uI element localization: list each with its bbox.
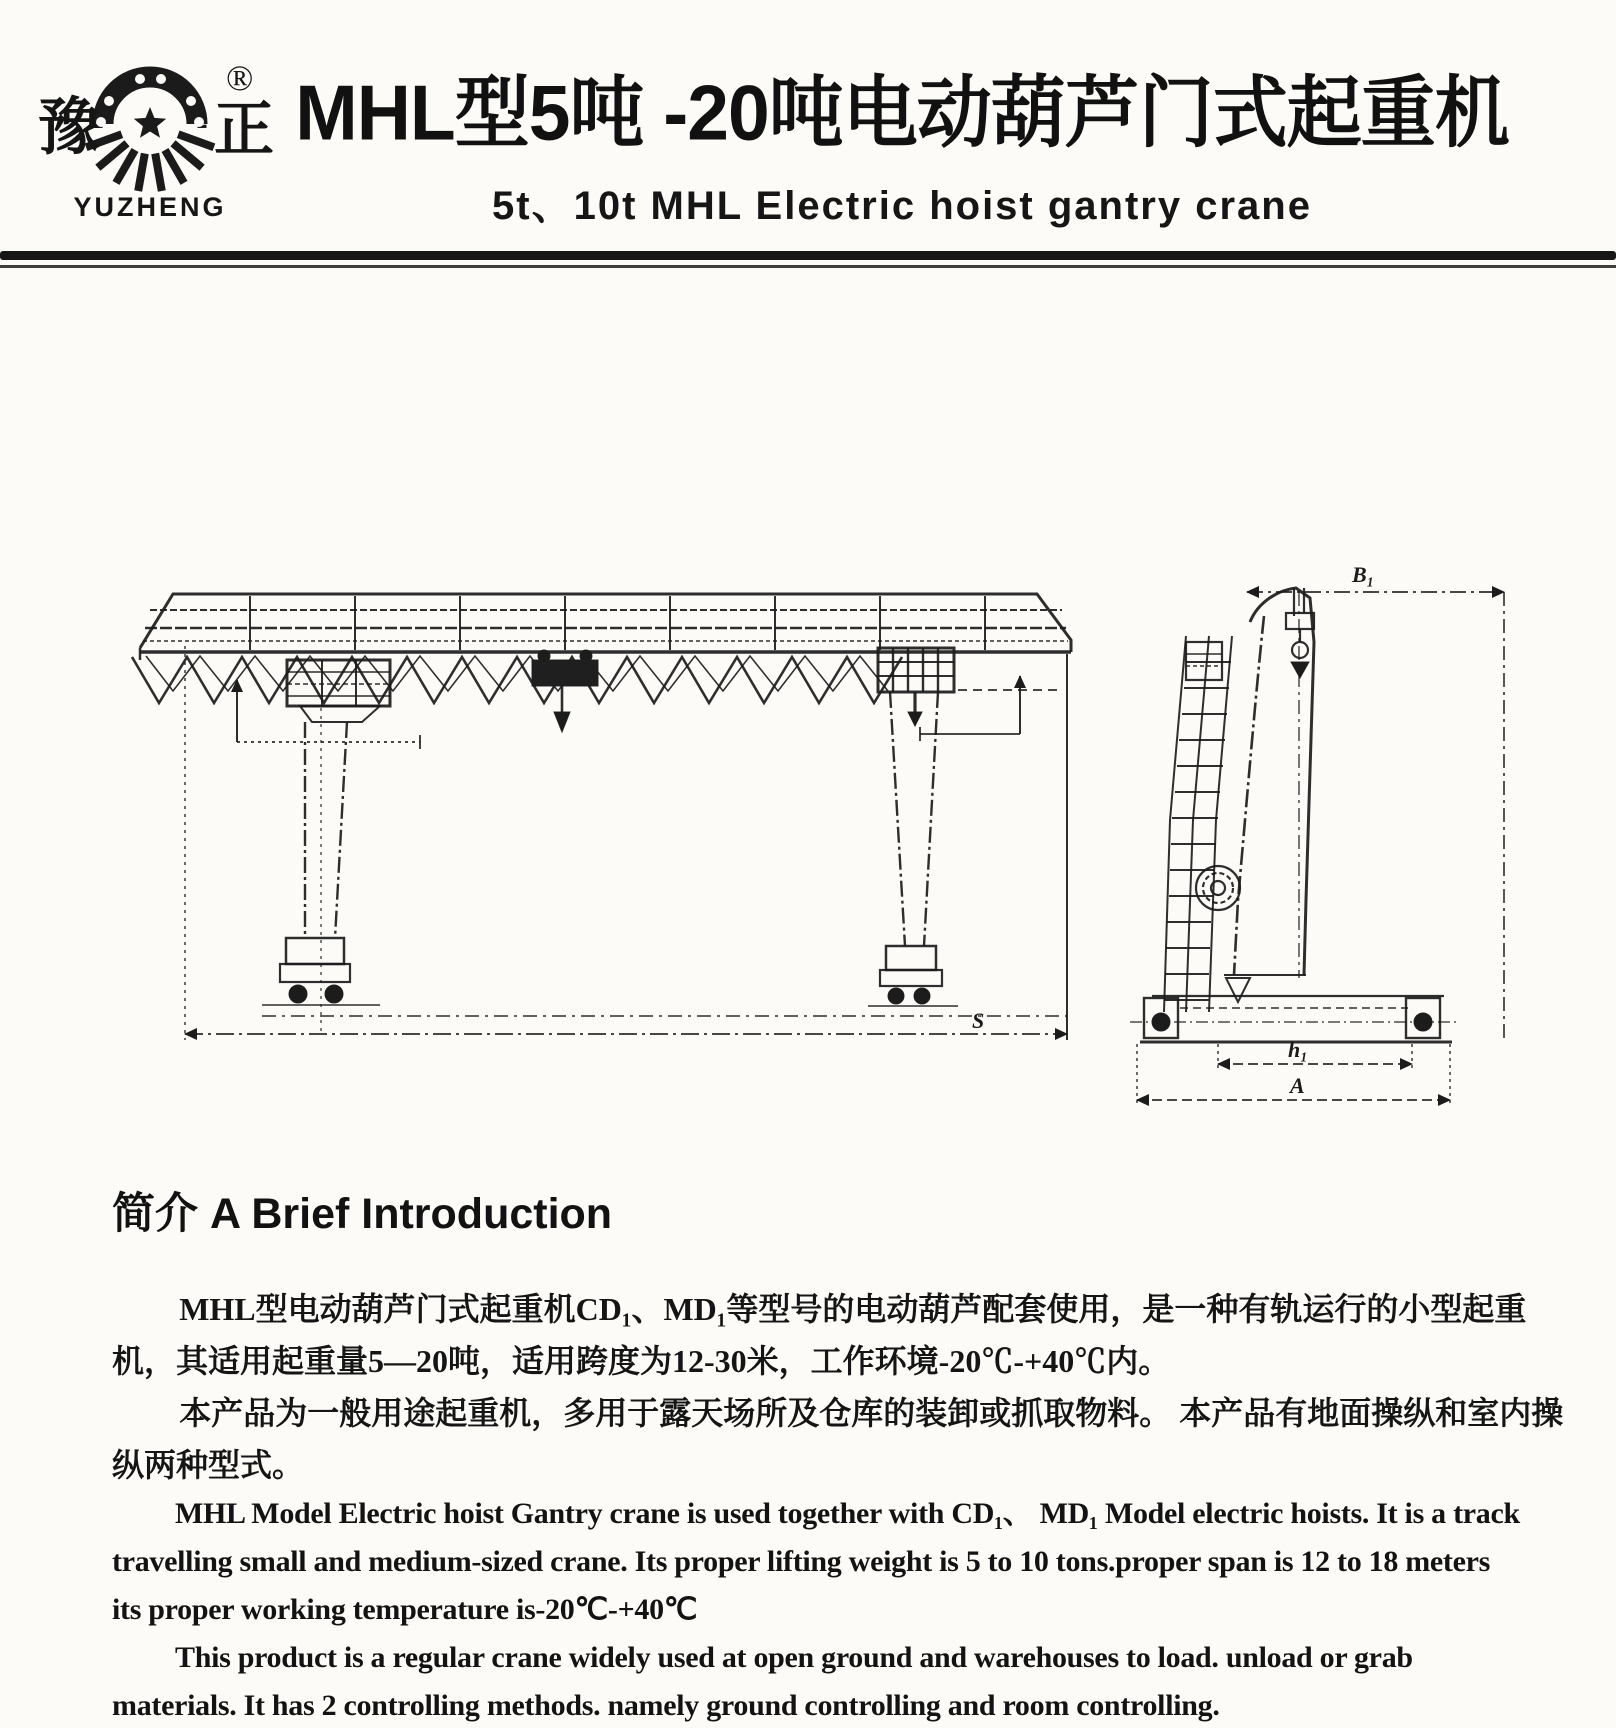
- en-paragraph-line: MHL Model Electric hoist Gantry crane is used together with CD₁、 MD₁ Model electric hoists. It is a track: [175, 1497, 1520, 1530]
- side-overall-width-label: A: [1290, 1073, 1305, 1098]
- en-paragraph-line: materials. It has 2 controlling methods. namely ground controlling and room controlling.: [112, 1689, 1220, 1722]
- side-view-drawing: [1130, 562, 1504, 1106]
- base-frame: [1130, 975, 1460, 1042]
- section-heading: 简介 A Brief Introduction: [112, 1190, 613, 1238]
- en-paragraph-line: its proper working temperature is-20℃-+40℃: [112, 1593, 698, 1626]
- en-paragraph-line: This product is a regular crane widely used at open ground and warehouses to load. unload or grab: [175, 1641, 1413, 1674]
- logo-char-right: 正: [214, 97, 274, 163]
- right-wheel-bogie: [868, 946, 958, 1006]
- right-leg-seat: [878, 648, 954, 726]
- zh-paragraph-line: 机，其适用起重量5—20吨，适用跨度为12-30米，工作环境-20℃-+40℃内。: [112, 1343, 1171, 1379]
- front-view-drawing: [132, 594, 1071, 1040]
- zh-paragraph-line: 本产品为一般用途起重机，多用于露天场所及仓库的装卸或抓取物料。 本产品有地面操纵和室内操: [179, 1395, 1564, 1431]
- zh-paragraph-line: MHL型电动葫芦门式起重机CD₁、MD₁等型号的电动葫芦配套使用，是一种有轨运行的小型起重: [179, 1291, 1527, 1327]
- logo-brand-name: YUZHENG: [73, 192, 227, 222]
- ladder: [1164, 636, 1232, 1012]
- hook-icon: [554, 712, 570, 732]
- hoist-trolley: [532, 650, 598, 732]
- english-introduction: [112, 1490, 1542, 1728]
- side-top-width-label: B₁: [1352, 562, 1375, 587]
- front-span-label: S: [972, 1008, 985, 1033]
- page-title: MHL型5吨 -20吨电动葫芦门式起重机: [295, 68, 1509, 156]
- logo-char-left: 豫: [38, 94, 101, 162]
- zh-paragraph-line: 纵两种型式。: [112, 1447, 305, 1483]
- page-subtitle: 5t、10t MHL Electric hoist gantry crane: [492, 184, 1312, 228]
- en-paragraph-line: travelling small and medium-sized crane. Its proper lifting weight is 5 to 10 tons.proper span is 12 to 18 meters: [112, 1545, 1491, 1578]
- registered-mark-icon: ®: [226, 58, 254, 98]
- side-base-width-label: h₁: [1288, 1037, 1308, 1062]
- winch-drum: [1196, 866, 1240, 910]
- chinese-introduction: [112, 1283, 1564, 1491]
- side-hook-icon: [1291, 662, 1309, 678]
- side-bottom-dimensions: [1137, 1037, 1450, 1106]
